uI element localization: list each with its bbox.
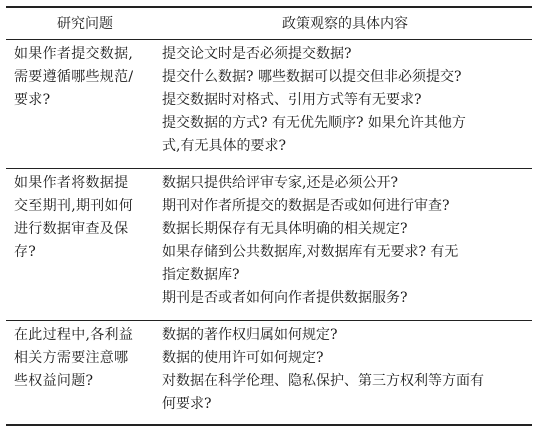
table-row (6, 172, 532, 310)
row-divider (6, 320, 532, 321)
content-cell (158, 43, 532, 158)
bottom-rule (6, 424, 532, 426)
question-line: 些权益问题? (14, 373, 94, 389)
question-line: 需要遵循哪些规范/ (14, 69, 134, 85)
content-line: 期刊对作者所提交的数据是否或如何进行审查? (162, 198, 450, 214)
content-line: 提交数据的方式? 有无优先顺序? 如果允许其他方 (162, 115, 466, 131)
content-line: 数据只提供给评审专家,还是必须公开? (162, 175, 398, 191)
content-line: 数据的使用许可如何规定? (162, 350, 324, 366)
content-line: 提交什么数据? 哪些数据可以提交但非必须提交? (162, 69, 462, 85)
question-cell (6, 324, 158, 416)
table-row (6, 43, 532, 158)
content-line: 如果存储到公共数据库,对数据库有无要求? 有无 (162, 244, 459, 260)
content-line: 式,有无具体的要求? (162, 138, 286, 154)
question-line: 存? (14, 244, 37, 260)
question-line: 交至期刊,期刊如何 (14, 198, 134, 214)
table-header (6, 8, 532, 38)
content-line: 数据长期保存有无具体明确的相关规定? (162, 221, 408, 237)
question-line: 如果作者提交数据, (14, 46, 134, 62)
header-content: 政策观察的具体内容 (282, 16, 408, 32)
row-divider (6, 168, 532, 169)
content-cell (158, 324, 532, 416)
table-row (6, 324, 532, 416)
question-line: 进行数据审查及保 (14, 221, 129, 237)
header-rule (6, 39, 532, 40)
question-cell (6, 172, 158, 310)
header-question: 研究问题 (57, 16, 113, 32)
content-line: 数据的著作权归属如何规定? (162, 327, 338, 343)
content-line: 对数据在科学伦理、隐私保护、第三方权利等方面有 (162, 373, 484, 389)
question-line: 在此过程中,各利益 (14, 327, 134, 343)
content-line: 何要求? (162, 396, 212, 412)
question-cell (6, 43, 158, 158)
content-line: 指定数据库? (162, 267, 240, 283)
question-line: 如果作者将数据提 (14, 175, 129, 191)
question-line: 要求? (14, 92, 51, 108)
question-line: 相关方需要注意哪 (14, 350, 129, 366)
content-line: 提交数据时对格式、引用方式等有无要求? (162, 92, 422, 108)
content-line: 期刊是否或者如何向作者提供数据服务? (162, 290, 408, 306)
content-line: 提交论文时是否必须提交数据? (162, 46, 352, 62)
content-cell (158, 172, 532, 310)
